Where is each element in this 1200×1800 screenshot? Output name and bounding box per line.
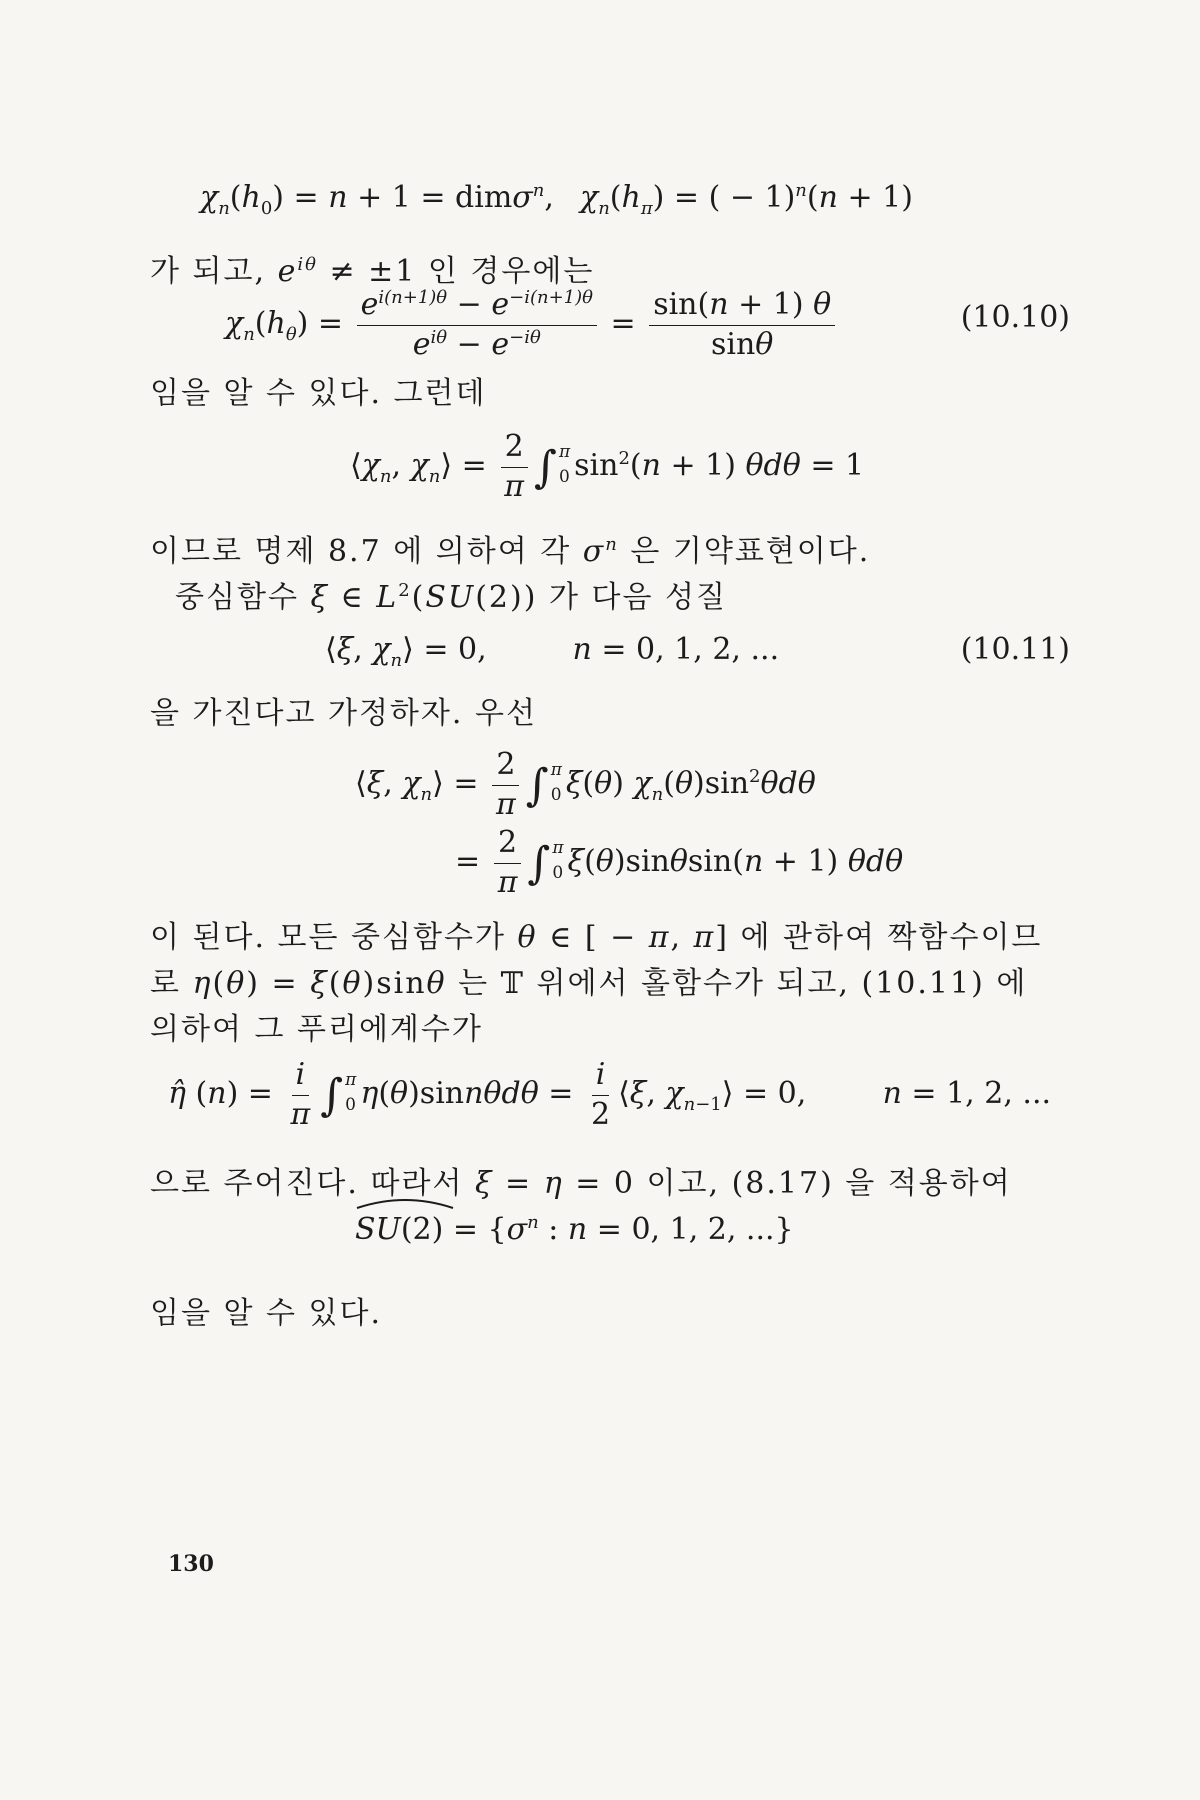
text-line-16: 으로 주어진다. 따라서 ξ = η = 0 이고, (8.17) 을 적용하여: [150, 1166, 1012, 1201]
fraction-exp: $\frac{e^{i(n+1)\theta} - e^{-i(n+1)\theta}}{e^{i\theta} - e^{-i\theta}}$: [357, 288, 597, 362]
eq-inner-product: $⟨\chi_n$, $\chi_n⟩$ = $\frac{2}{\pi}$ ∫ π 0 $\sin^2(n + 1) \theta d\theta = 1$: [350, 429, 865, 504]
eq-inner-xi-b: = $\frac{2}{\pi}$ ∫ π 0 ξ(θ)sinθsin(n + 1) θdθ: [455, 825, 904, 900]
equation-number-10-11: (10.11): [960, 632, 1070, 667]
page-number: 130: [168, 1551, 214, 1577]
text-line-12: 이 된다. 모든 중심함수가 θ ∈ [ − π, π] 에 관하여 짝함수이므: [150, 920, 1043, 955]
eq-fourier-coefficient: η̂ (n) = $\frac{i}{\pi}$ ∫ π 0 η(θ)sinnθdθ = $\frac{i}{2}$ ⟨ξ, $\chi_{n-1}⟩ = 0$, n = 1, 2, ...: [168, 1057, 1052, 1132]
eq-su2-dual: $SU(2) = \{\sigma^n$ : n = 0, 1, 2, ...}: [355, 1212, 794, 1247]
fraction-sin: $\frac{\sin(n + 1) \theta}{\sin\theta}$: [649, 288, 835, 362]
text-line-7: 중심함수 ξ ∈ $L^2(SU(2))$ 가 다음 성질: [175, 580, 727, 615]
eq-chi-h0: $\chi_n(h_0) = n + 1 = dim\sigma^n$,: [200, 180, 554, 219]
su2-hat: SU(2): [355, 1212, 443, 1247]
eq-10-10: $\chi_n(h_\theta)$ = $\frac{e^{i(n+1)\theta} - e^{-i(n+1)\theta}}{e^{i\theta} - e^{-i\theta}}$ = $\frac{\sin(n + 1) \theta}{\sin\theta}$: [225, 288, 839, 362]
eq-chi-hpi: $\chi_n(h_\pi)$ = ( − 1)$^n$(n + 1): [580, 180, 913, 219]
equation-number-10-10: (10.10): [960, 300, 1070, 335]
text-line-13: 로 η(θ) = ξ(θ)sinθ 는 𝕋 위에서 홀함수가 되고, (10.11) 에: [150, 966, 1028, 1001]
text-line-14: 의하여 그 푸리에계수가: [150, 1012, 483, 1047]
text-line-9: 을 가진다고 가정하자. 우선: [150, 696, 537, 731]
hat-arc-icon: [355, 1196, 455, 1210]
text-line-6: 이므로 명제 8.7 에 의하여 각 $\sigma^n$ 은 기약표현이다.: [150, 534, 871, 569]
text-line-18: 임을 알 수 있다.: [150, 1296, 383, 1331]
text-line-4: 임을 알 수 있다. 그런데: [150, 376, 487, 411]
eq-inner-xi-a: ⟨ξ, $\chi_n⟩$ = $\frac{2}{\pi}$ ∫ π 0 ξ(θ) $\chi_n(\theta)\sin^2\theta d\theta$: [355, 747, 816, 822]
text-line-2: 가 되고, $e^{i\theta} \ne \pm 1$ 인 경우에는: [150, 254, 595, 289]
eq-10-11: ⟨ξ, $\chi_n⟩ = 0$, n = 0, 1, 2, ...: [325, 632, 780, 671]
